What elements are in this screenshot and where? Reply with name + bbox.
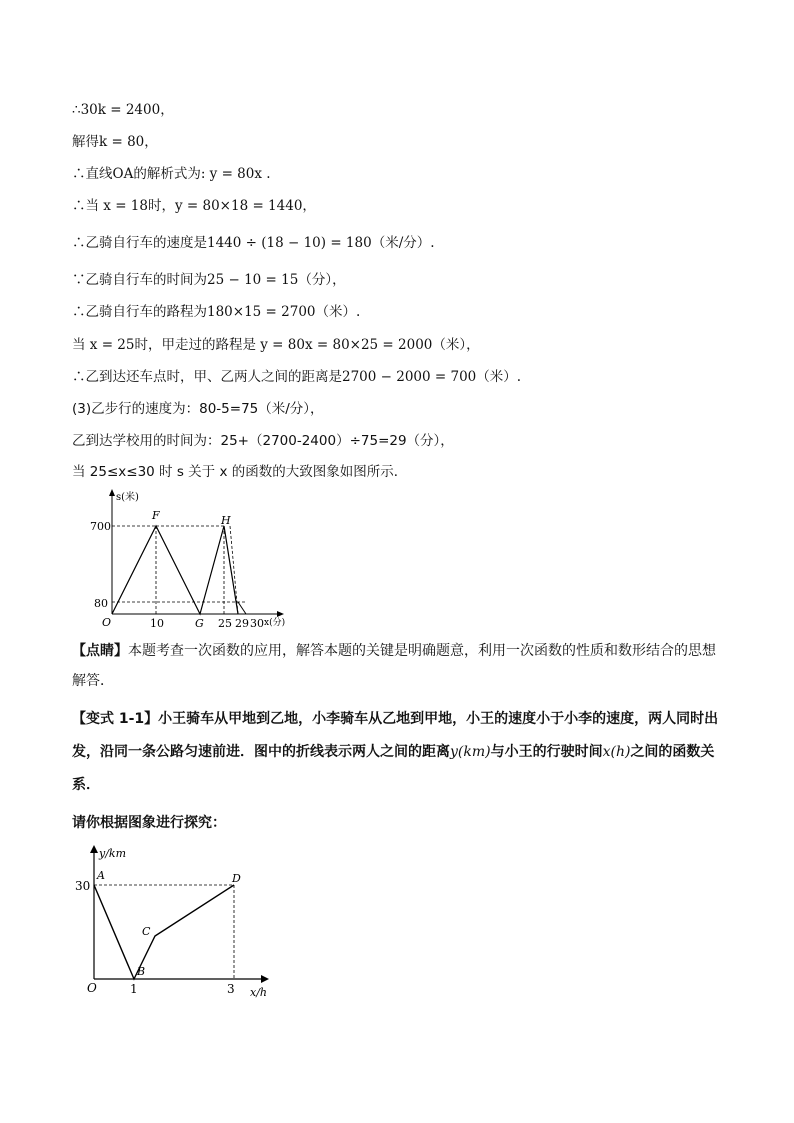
g1-origin: O [102,616,112,629]
g2-x-arrow [261,975,269,983]
g2-point-A: A [97,869,105,882]
solution-line-7: ∴乙骑自行车的路程为180×15 = 2700（米）. [72,304,361,320]
bianshi-var-x: x(h) [602,744,631,760]
g1-x-arrow [277,611,284,617]
g2-point-B: B [137,965,146,978]
solution-line-2: 解得k = 80， [72,134,158,150]
g2-xtick-3: 3 [227,982,235,996]
g1-ytick-700: 700 [90,520,111,533]
g1-ylabel: s(米) [116,492,139,503]
g2-xlabel: x/h [250,986,267,999]
g2-polyline [94,885,234,979]
distance-time-graph-2 [72,842,282,1002]
distance-time-graph-1 [88,486,298,632]
dianjing-text: 本题考查一次函数的应用，解答本题的关键是明确题意，利用一次函数的性质和数形结合的思想解答． [72,643,716,689]
g2-ylabel: y/km [99,847,127,860]
g1-xtick-29: 29 [235,617,249,630]
g1-point-H: H [221,514,231,527]
bianshi-paragraph [72,703,728,802]
solution-line-6: ∵乙骑自行车的时间为25 − 10 = 15（分）， [72,272,346,288]
g1-xtick-10: 10 [150,617,164,630]
g1-ytick-80: 80 [94,597,108,610]
bianshi-tag: 【变式 1-1】 [72,711,159,727]
solution-line-1: ∴30k = 2400， [72,102,174,118]
solution-line-11: 乙到达学校用的时间为：25+（2700-2400）÷75=29（分）， [72,433,454,449]
bianshi-text: 小王骑车从甲地到乙地，小李骑车从乙地到甲地，小王的速度小于小李的速度，两人同时出发，沿同一条公路匀速前进．图中的折线表示两人之间的距离 [72,711,719,760]
g1-point-F: F [152,509,160,522]
g1-xtick-30: 30 [250,617,264,630]
solution-line-9: ∴乙到达还车点时，甲、乙两人之间的距离是2700 − 2000 = 700（米）. [72,369,522,385]
g2-origin: O [87,981,97,995]
g1-xlabel: x(分) [264,618,286,628]
g2-ytick-30: 30 [75,879,91,893]
solution-line-3: ∴直线OA的解析式为: y = 80x . [72,166,271,182]
g1-xtick-25: 25 [218,617,232,630]
explore-prompt: 请你根据图象进行探究： [72,815,226,831]
dianjing-paragraph [72,636,728,696]
solution-line-4: ∴当 x = 18时，y = 80×18 = 1440， [72,198,316,214]
solution-line-10: (3)乙步行的速度为：80-5=75（米/分）， [72,401,324,417]
solution-line-5: ∴乙骑自行车的速度是1440 ÷ (18 − 10) = 180（米/分）. [72,235,435,251]
g1-polyline [112,526,238,614]
g2-point-C: C [142,925,151,938]
bianshi-tail: 之间的函数关系． [72,744,715,793]
g1-y-arrow [109,489,115,496]
g2-xtick-1: 1 [130,982,138,996]
bianshi-var-y: y(km) [450,744,491,760]
dianjing-tag: 【点睛】 [72,643,128,659]
g1-xtick-G: G [195,617,204,630]
bianshi-mid: 与小王的行驶时间 [490,744,603,760]
g2-point-D: D [232,872,241,885]
solution-line-8: 当 x = 25时，甲走过的路程是 y = 80x = 80×25 = 2000（米）， [72,337,480,353]
g2-y-arrow [90,845,98,853]
solution-line-12: 当 25≤x≤30 时 s 关于 x 的函数的大致图象如图所示． [72,464,408,480]
